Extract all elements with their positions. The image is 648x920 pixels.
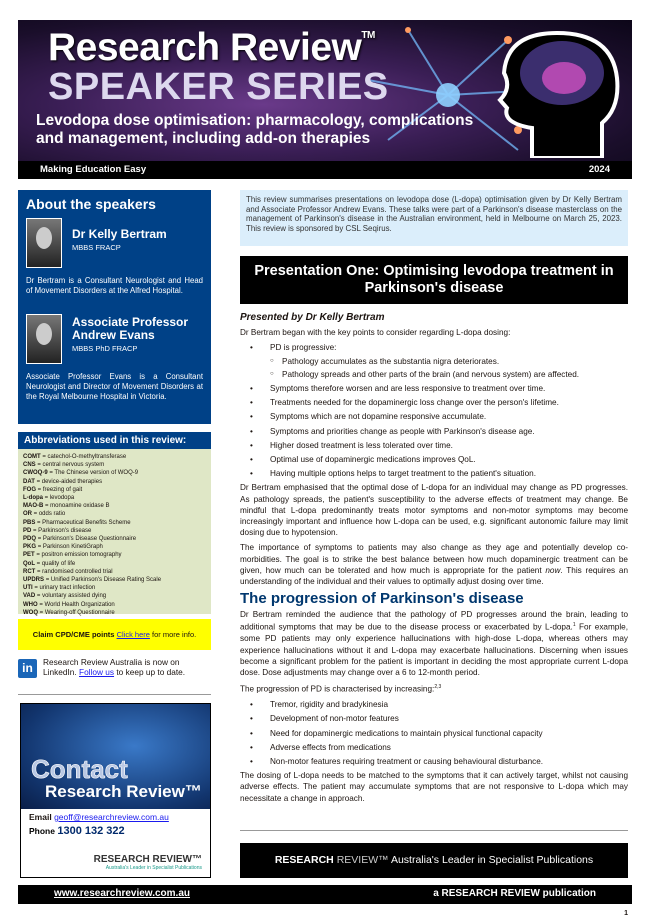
phone-label: Phone [29, 826, 55, 836]
series-title: SPEAKER SERIES [48, 66, 389, 108]
abbreviation-term: OR [23, 511, 32, 518]
abbreviation-item [23, 510, 206, 518]
abbreviation-term: CWOQ-9 [23, 470, 48, 477]
cpd-text: Claim CPD/CME points [32, 630, 115, 639]
abbreviation-term: WOQ [23, 609, 38, 616]
abbreviation-term: COMT [23, 454, 41, 460]
cpd-banner [18, 619, 211, 650]
list-item: • Optimal use of dopaminergic medications improves QoL. [250, 454, 628, 465]
email-line [21, 809, 210, 822]
abbreviation-item [23, 601, 206, 609]
abbreviation-item [23, 584, 206, 592]
abbreviation-term: PD [23, 527, 32, 534]
abbreviation-term: RCT [23, 568, 36, 575]
banner-light: REVIEW™ [336, 854, 389, 866]
abbreviation-item [23, 560, 206, 568]
abbreviation-item [23, 502, 206, 510]
paragraph: Dr Bertram began with the key points to consider regarding L-dopa dosing: [240, 328, 511, 338]
brand-title [48, 26, 375, 70]
abbreviations-box [18, 432, 211, 614]
research-review-logo [94, 854, 202, 871]
abbreviation-definition: = The Chinese version of WOQ-9 [49, 470, 139, 477]
speakers-heading: About the speakers [26, 196, 156, 212]
abbreviation-definition: = freezing of gait [37, 486, 83, 493]
abbreviation-definition: = Parkinson's disease [33, 527, 92, 534]
list-item: • Development of non-motor features [250, 713, 628, 724]
paragraph: Dr Bertram emphasised that the optimal dose of L-dopa for an individual may change as PD progresses. As pathology spreads, the patient's susceptibility to the adverse effects of treatment may change. Be mindful that L-dopa predominantly treats motor symptoms and non-motor symptoms may become increasingly important and influence how L-dopa can be used, e.g. significant autonomic failure may limit dosing due to hypotension. [240, 483, 628, 538]
linkedin-text-post: to keep up to date. [116, 667, 186, 677]
phone-line [21, 822, 210, 837]
abbreviation-definition: = central nervous system [37, 462, 105, 469]
abbreviation-item [23, 609, 206, 617]
abbreviation-definition: = Parkinson's Disease Questionnaire [37, 536, 137, 543]
footer-bar [18, 885, 632, 904]
abbreviation-term: PBS [23, 519, 36, 526]
divider [18, 694, 211, 695]
abbreviation-term: FOG [23, 486, 36, 493]
banner-text: Australia's Leader in Specialist Publications [390, 854, 594, 866]
list-item: • Having multiple options helps to target treatment to the patient's situation. [250, 468, 628, 479]
presentation-title: Presentation One: Optimising levodopa treatment in Parkinson's disease [240, 256, 628, 304]
list-item: • Symptoms and priorities change as people with Parkinson's disease age. [250, 426, 628, 437]
speaker-credentials: MBBS FRACP [72, 243, 121, 252]
intro-box: This review summarises presentations on levodopa dose (L-dopa) optimisation given by Dr Kelly Bertram and Associate Professor Andrew Evans. These talks were part of a Parkinson's disease masterclass on the management of Parkinson's disease in the Australian environment, held in Melbourne on March 25, 2023. This review is sponsored by CSL Seqirus. [240, 190, 628, 246]
about-speakers-box [18, 190, 211, 424]
abbreviation-item [23, 469, 206, 477]
text: The importance of symptoms to patients may also change as they age and potentially develop co-morbidities. The goal is to strike the best balance between how much dopaminergic treatment can be given, how much can be tolerated and how much is appropriate for the patient [240, 543, 628, 575]
abbreviation-definition: = urinary tract infection [34, 585, 96, 592]
document-subtitle: Levodopa dose optimisation: pharmacology, complications and management, including add-on therapies [36, 112, 474, 147]
divider [240, 830, 628, 831]
abbreviation-term: L-dopa [23, 495, 43, 502]
abbreviation-item [23, 535, 206, 543]
publication-label: a RESEARCH REVIEW publication [433, 888, 596, 899]
sub-list-item: ○ Pathology spreads and other parts of the brain (and nervous system) are affected. [270, 369, 628, 380]
progression-list [250, 699, 628, 767]
contact-word: Contact [31, 754, 128, 784]
abbreviation-item [23, 453, 206, 461]
head-brain-illustration [492, 28, 624, 158]
abbreviation-item [23, 568, 206, 576]
abbreviation-item [23, 551, 206, 559]
abbreviation-item [23, 486, 206, 494]
phone-number: 1300 132 322 [57, 825, 125, 837]
text: Dr Bertram reminded the audience that the pathology of PD progresses around the brain, leading to additional symptoms that may be due to the disease process or exacerbated by L-dopa. [240, 610, 628, 633]
abbreviation-item [23, 461, 206, 469]
brand-text: Research Review [48, 26, 362, 69]
abbreviation-term: PET [23, 552, 35, 559]
speaker-name: Associate Professor Andrew Evans [72, 315, 189, 342]
paragraph [240, 609, 628, 678]
abbreviation-definition: = Wearing-off Questionnaire [39, 609, 115, 616]
abbreviation-definition: = quality of life [36, 560, 76, 567]
header-banner [18, 20, 632, 161]
paragraph [240, 542, 628, 587]
list-item: • Need for dopaminergic medications to maintain physical functional capacity [250, 728, 628, 739]
abbreviation-definition: = device-aided therapies [36, 478, 103, 485]
abbreviation-definition: = monoamine oxidase B [45, 503, 110, 510]
list-item: • Non-motor features requiring treatment or causing behavioural disturbance. [250, 756, 628, 767]
abbreviation-item [23, 592, 206, 600]
abbreviation-term: UPDRS [23, 577, 45, 584]
research-review-banner [240, 843, 628, 878]
website-link[interactable]: www.researchreview.com.au [54, 888, 190, 899]
abbreviation-item [23, 543, 206, 551]
email-label: Email [29, 812, 52, 822]
paragraph: The dosing of L-dopa needs to be matched to the symptoms that it can actively target, whilst not causing adverse effects. The patient may accumulate symptoms that are not responsive to L-dopa which may necessitate a change in approach. [240, 771, 628, 803]
section-heading: The progression of Parkinson's disease [240, 590, 524, 608]
list-item: • Tremor, rigidity and bradykinesia [250, 699, 628, 710]
list-item: • Symptoms therefore worsen and are less responsive to treatment over time. [250, 383, 628, 394]
abbreviation-definition: = levodopa [44, 495, 75, 502]
text: . This requires an understanding of the individual and their values to optimally adjust dosing over time. [240, 565, 628, 587]
abbreviation-term: UTI [23, 585, 33, 592]
contact-box [20, 703, 211, 878]
cpd-link[interactable]: Click here [116, 630, 150, 639]
tagline-bar [18, 161, 632, 179]
presenter-byline: Presented by Dr Kelly Bertram [240, 312, 385, 323]
email-link[interactable]: geoff@researchreview.com.au [54, 812, 169, 822]
abbreviation-term: CNS [23, 462, 36, 469]
linkedin-icon[interactable]: in [18, 659, 37, 678]
abbreviation-term: QoL [23, 560, 35, 567]
abbreviation-definition: = Unified Parkinson's Disease Rating Scale [45, 577, 162, 584]
abbreviation-item [23, 478, 206, 486]
abbreviations-list [18, 449, 211, 621]
list-item: • Higher dosed treatment is less tolerated over time. [250, 440, 628, 451]
list-item: • Adverse effects from medications [250, 742, 628, 753]
banner-bold: RESEARCH [274, 854, 334, 866]
page-number: 1 [624, 910, 628, 917]
key-points-list [250, 342, 628, 479]
abbreviation-item [23, 519, 206, 527]
logo-text: RESEARCH REVIEW™ [93, 854, 202, 865]
abbreviation-term: WHO [23, 601, 38, 608]
abbreviation-item [23, 494, 206, 502]
list-item-text: PD is progressive: [270, 343, 337, 353]
abbreviation-term: DAT [23, 478, 35, 485]
text: The progression of PD is characterised by increasing: [240, 684, 435, 694]
abbreviation-term: PKG [23, 544, 37, 551]
paragraph [240, 682, 628, 695]
abbreviation-definition: = randomised controlled trial [37, 568, 113, 575]
cpd-text-post: for more info. [152, 630, 197, 639]
abbreviation-definition: = Parkinson KinetiGraph [37, 544, 103, 551]
linkedin-promo [18, 657, 211, 691]
year: 2024 [588, 164, 610, 175]
speaker-name: Dr Kelly Bertram [72, 227, 167, 241]
speaker-bio: Dr Bertram is a Consultant Neurologist and Head of Movement Disorders at the Alfred Hospital. [26, 276, 203, 295]
speaker [26, 314, 203, 364]
speaker [26, 218, 203, 268]
abbreviation-term: MAO-B [23, 503, 44, 510]
sub-list-item: ○ Pathology accumulates as the substantia nigra deteriorates. [270, 356, 628, 367]
abbreviation-definition: = catechol-O-methyltransferase [42, 454, 127, 460]
list-item [250, 342, 628, 380]
speaker-photo [26, 218, 62, 268]
emphasis: now [545, 565, 561, 575]
abbreviation-definition: = odds ratio [33, 511, 66, 518]
contact-banner-image [21, 704, 210, 809]
speaker-bio: Associate Professor Evans is a Consultant Neurologist and Director of Movement Disorders at the Royal Melbourne Hospital in Victoria. [26, 372, 203, 401]
abbreviation-definition: = Pharmaceutical Benefits Scheme [37, 519, 131, 526]
text: For example, some PD patients may only experience hallucinations with high-dose L-dopa, whereas others may experience hallucinations without it and L-dopa may exacerbate hallucinations. Discerning when issues become a significant problem for the patient is important in deciding the most appropriate current L-dopa dose. Dose adjustments may change over a 6 to 12-month period. [240, 623, 628, 678]
tagline: Making Education Easy [40, 164, 147, 175]
abbreviation-item [23, 527, 206, 535]
reference: 2,3 [434, 684, 442, 691]
follow-us-link[interactable]: Follow us [79, 667, 115, 677]
linkedin-text: Research Review Australia is now on LinkedIn. [43, 657, 180, 677]
list-item: • Treatments needed for the dopaminergic loss change over the person's lifetime. [250, 397, 628, 408]
speaker-photo [26, 314, 62, 364]
abbreviation-definition: = World Health Organization [39, 601, 115, 608]
contact-brand: Research Review™ [45, 782, 202, 801]
speaker-credentials: MBBS PhD FRACP [72, 344, 138, 353]
abbreviations-heading: Abbreviations used in this review: [18, 432, 211, 449]
logo-tagline: Australia's Leader in Specialist Publications [105, 865, 202, 871]
reference: 1 [572, 622, 576, 629]
list-item: • Symptoms which are not dopamine responsive accumulate. [250, 411, 628, 422]
abbreviation-definition: = voluntary assisted dying [36, 593, 107, 600]
trademark: TM [361, 30, 375, 41]
abbreviation-item [23, 576, 206, 584]
abbreviation-definition: = positron emission tomography [36, 552, 122, 559]
abbreviation-term: VAD [23, 593, 36, 600]
abbreviation-term: PDQ [23, 536, 37, 543]
main-content [240, 312, 628, 808]
